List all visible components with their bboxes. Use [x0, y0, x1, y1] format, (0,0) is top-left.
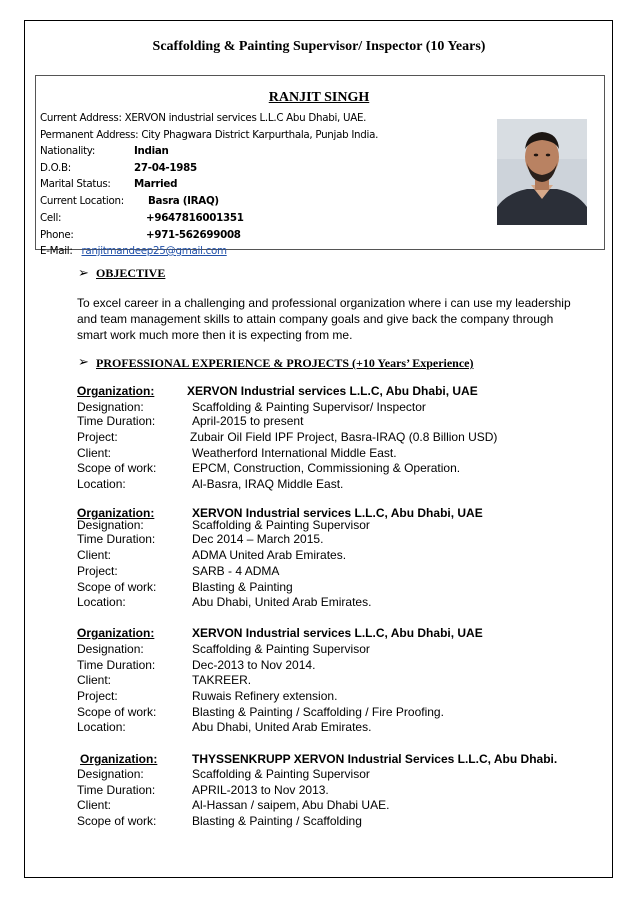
row-label: Location: — [77, 477, 126, 491]
experience-row — [77, 595, 372, 609]
phone-row — [40, 229, 241, 241]
row-value: Blasting & Painting — [192, 580, 293, 594]
organization-label: Organization: — [77, 626, 155, 640]
row-label: Client: — [77, 446, 112, 460]
row-label: Scope of work: — [77, 461, 157, 475]
location-label: Current Location: — [40, 195, 124, 207]
experience-row — [77, 689, 338, 703]
location-value: Basra (IRAQ) — [148, 195, 219, 207]
dob-row — [40, 162, 197, 174]
cell-row — [40, 212, 244, 224]
experience-row — [77, 518, 370, 532]
experience-row — [77, 564, 280, 578]
row-value: Al-Basra, IRAQ Middle East. — [192, 477, 344, 491]
organization-value: XERVON Industrial services L.L.C, Abu Dhabi, UAE — [192, 626, 483, 640]
dob-label: D.O.B: — [40, 162, 71, 174]
row-label: Designation: — [77, 518, 144, 532]
row-value: Scaffolding & Painting Supervisor — [192, 518, 370, 532]
objective-heading: OBJECTIVE — [96, 266, 166, 280]
experience-row — [77, 580, 293, 594]
row-value: Dec-2013 to Nov 2014. — [192, 658, 316, 672]
person-photo-icon — [497, 119, 587, 225]
experience-row — [77, 532, 324, 546]
experience-row — [77, 548, 347, 562]
row-label: Time Duration: — [77, 658, 156, 672]
experience-row — [77, 720, 372, 734]
current-address: Current Address: XERVON industrial services L.L.C Abu Dhabi, UAE. — [40, 112, 367, 124]
arrow-bullet-icon: ➢ — [78, 265, 89, 280]
experience-row — [77, 798, 390, 812]
row-label: Time Duration: — [77, 414, 156, 428]
row-label: Designation: — [77, 400, 144, 414]
row-value: SARB - 4 ADMA — [192, 564, 280, 578]
row-value: Abu Dhabi, United Arab Emirates. — [192, 720, 372, 734]
phone-label: Phone: — [40, 229, 74, 241]
experience-row — [77, 673, 252, 687]
organization-row — [77, 384, 478, 398]
row-value: Scaffolding & Painting Supervisor — [192, 767, 370, 781]
row-value: Abu Dhabi, United Arab Emirates. — [192, 595, 372, 609]
row-value: TAKREER. — [192, 673, 252, 687]
experience-row — [77, 814, 362, 828]
experience-row — [77, 783, 329, 797]
experience-row — [77, 477, 344, 491]
email-row — [40, 245, 227, 257]
row-label: Location: — [77, 595, 126, 609]
row-label: Designation: — [77, 642, 144, 656]
experience-row — [77, 658, 316, 672]
row-value: Scaffolding & Painting Supervisor — [192, 642, 370, 656]
experience-row — [77, 642, 370, 656]
row-value: Blasting & Painting / Scaffolding / Fire Proofing. — [192, 705, 444, 719]
row-label: Location: — [77, 720, 126, 734]
phone-value: +971-562699008 — [146, 229, 241, 241]
organization-label: Organization: — [77, 506, 155, 520]
marital-label: Marital Status: — [40, 178, 111, 190]
row-label: Scope of work: — [77, 705, 157, 719]
profile-photo — [497, 119, 587, 225]
document-title: Scaffolding & Painting Supervisor/ Inspector (10 Years) — [152, 39, 486, 54]
email-label: E-Mail: — [40, 245, 73, 257]
row-label: Client: — [77, 548, 112, 562]
row-value: Weatherford International Middle East. — [192, 446, 397, 460]
organization-value: THYSSENKRUPP XERVON Industrial Services L.L.C, Abu Dhabi. — [192, 752, 558, 766]
row-value: Zubair Oil Field IPF Project, Basra-IRAQ (0.8 Billion USD) — [190, 430, 498, 444]
row-label: Designation: — [77, 767, 144, 781]
nationality-value: Indian — [134, 145, 169, 157]
experience-row — [77, 446, 397, 460]
row-value: Ruwais Refinery extension. — [192, 689, 338, 703]
cell-label: Cell: — [40, 212, 62, 224]
organization-value: XERVON Industrial services L.L.C, Abu Dhabi, UAE — [192, 506, 483, 520]
experience-row — [77, 414, 304, 428]
organization-row — [80, 752, 558, 766]
permanent-address: Permanent Address: City Phagwara District Karpurthala, Punjab India. — [40, 129, 379, 141]
row-value: Dec 2014 – March 2015. — [192, 532, 324, 546]
row-value: ADMA United Arab Emirates. — [192, 548, 347, 562]
row-label: Scope of work: — [77, 814, 157, 828]
row-value: APRIL-2013 to Nov 2013. — [192, 783, 329, 797]
row-label: Project: — [77, 689, 118, 703]
row-value: Al-Hassan / saipem, Abu Dhabi UAE. — [192, 798, 390, 812]
row-label: Time Duration: — [77, 532, 156, 546]
row-label: Project: — [77, 430, 118, 444]
row-value: Blasting & Painting / Scaffolding — [192, 814, 362, 828]
nationality-row — [40, 145, 169, 157]
row-label: Client: — [77, 673, 112, 687]
experience-row — [77, 461, 461, 475]
experience-row — [77, 705, 444, 719]
candidate-name: RANJIT SINGH — [268, 90, 370, 105]
row-label: Time Duration: — [77, 783, 156, 797]
location-row — [40, 195, 219, 207]
organization-label: Organization: — [80, 752, 158, 766]
dob-value: 27-04-1985 — [134, 162, 197, 174]
nationality-label: Nationality: — [40, 145, 96, 157]
marital-value: Married — [134, 178, 178, 190]
row-value: April-2015 to present — [192, 414, 304, 428]
objective-text: To excel career in a challenging and professional organization where i can use my leadership and team management skills to attain company goals and give back the company through smart work much more then it is expecting from me. — [77, 296, 571, 342]
experience-row — [77, 430, 498, 444]
row-label: Project: — [77, 564, 118, 578]
organization-row — [77, 626, 483, 640]
experience-row — [77, 400, 426, 414]
cell-value: +9647816001351 — [146, 212, 244, 224]
organization-label: Organization: — [77, 384, 155, 398]
marital-row — [40, 178, 178, 190]
row-label: Scope of work: — [77, 580, 157, 594]
row-value: Scaffolding & Painting Supervisor/ Inspector — [192, 400, 426, 414]
arrow-bullet-icon: ➢ — [78, 354, 89, 369]
row-value: EPCM, Construction, Commissioning & Operation. — [192, 461, 461, 475]
experience-row — [77, 767, 370, 781]
email-link[interactable]: ranjitmandeep25@gmail.com — [81, 245, 227, 257]
row-label: Client: — [77, 798, 112, 812]
organization-value: XERVON Industrial services L.L.C, Abu Dhabi, UAE — [187, 384, 478, 398]
experience-heading: PROFESSIONAL EXPERIENCE & PROJECTS (+10 Years’ Experience) — [96, 356, 474, 370]
